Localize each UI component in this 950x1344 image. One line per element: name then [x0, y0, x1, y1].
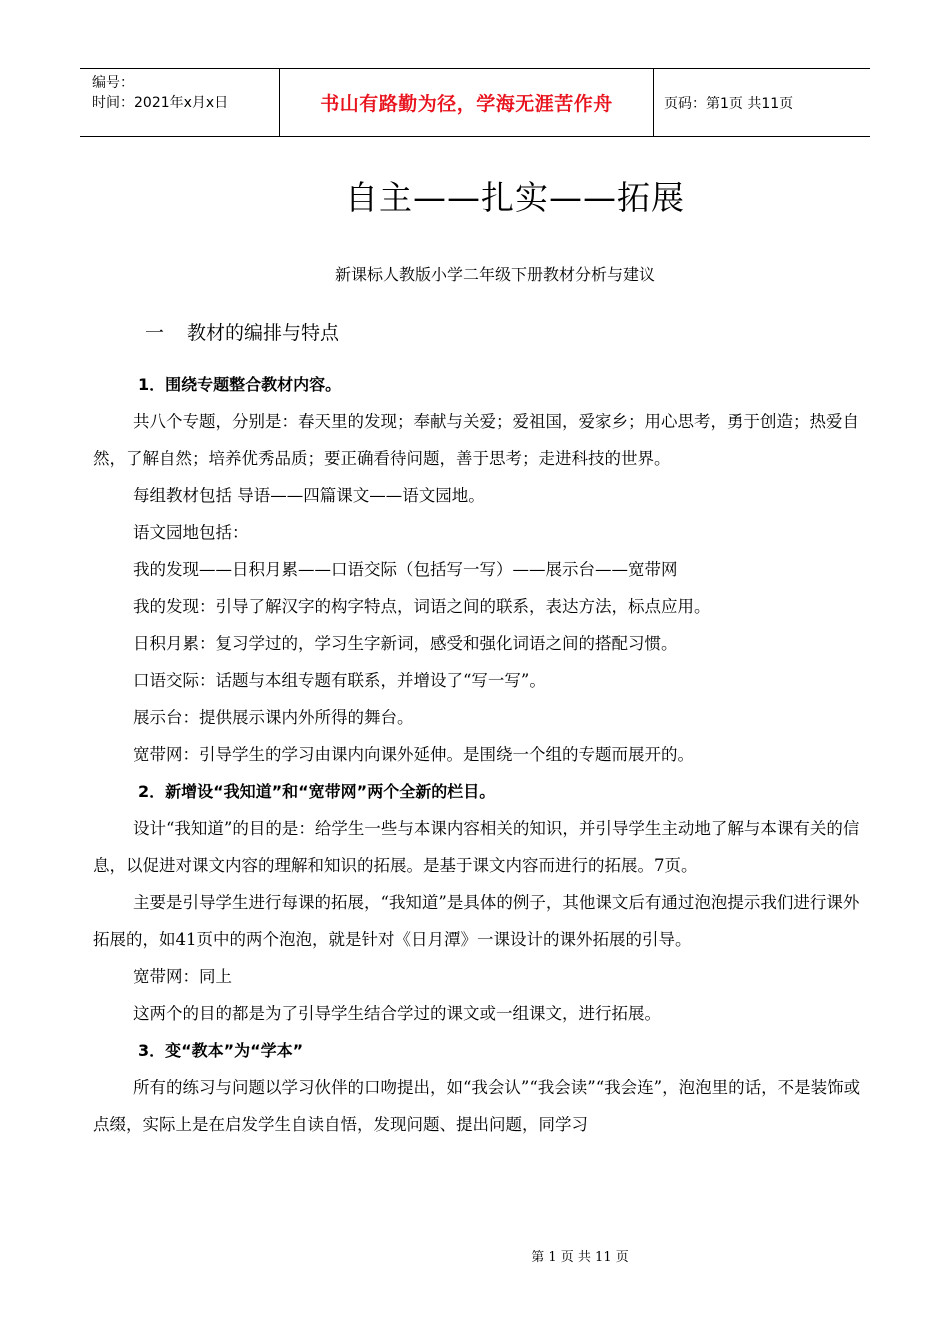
header-meta-cell [80, 69, 280, 136]
paragraph: 展示台：提供展示课内外所得的舞台。 [133, 708, 414, 727]
subheading-3: 3．变“教本”为“学本” [138, 1041, 304, 1060]
paragraph: 每组教材包括 导语——四篇课文——语文园地。 [133, 486, 485, 505]
section-number: 一 [145, 322, 165, 344]
paragraph: 共八个专题，分别是：春天里的发现；奉献与关爱；爱祖国，爱家乡；用心思考，勇于创造；热爱自然，了解自然；培养优秀品质；要正确看待问题，善于思考；走进科技的世界。 [93, 412, 859, 468]
date-label: 时间：2021年x月x日 [92, 95, 229, 111]
number-label: 编号： [92, 75, 134, 91]
document-subtitle: 新课标人教版小学二年级下册教材分析与建议 [334, 265, 655, 284]
paragraph: 我的发现：引导了解汉字的构字特点，词语之间的联系，表达方法，标点应用。 [133, 597, 711, 616]
paragraph: 宽带网：同上 [133, 967, 232, 986]
document-title: 自主——扎实——拓展 [345, 178, 685, 217]
subheading-1: 1．围绕专题整合教材内容。 [138, 375, 342, 394]
section-heading [145, 318, 339, 345]
header-table [80, 68, 870, 137]
page-footer: 第 1 页 共 11 页 [531, 1250, 629, 1265]
paragraph: 日积月累：复习学过的，学习生字新词，感受和强化词语之间的搭配习惯。 [133, 634, 678, 653]
paragraph: 我的发现——日积月累——口语交际（包括写一写）——展示台——宽带网 [133, 560, 678, 579]
paragraph: 所有的练习与问题以学习伙伴的口吻提出，如“我会认”“我会读”“我会连”，泡泡里的话，不是装饰或点缀，实际上是在启发学生自读自悟，发现问题、提出问题，同学习 [93, 1078, 861, 1134]
header-page-label: 页码：第1页 共11页 [664, 95, 794, 112]
section-title: 教材的编排与特点 [187, 322, 340, 344]
paragraph: 语文园地包括： [133, 523, 249, 542]
document-body [93, 366, 863, 1143]
paragraph: 设计“我知道”的目的是：给学生一些与本课内容相关的知识，并引导学生主动地了解与本课有关的信息，以促进对课文内容的理解和知识的拓展。是基于课文内容而进行的拓展。7页。 [93, 819, 860, 875]
paragraph: 主要是引导学生进行每课的拓展，“我知道”是具体的例子，其他课文后有通过泡泡提示我们进行课外拓展的，如41页中的两个泡泡，就是针对《日月潭》一课设计的课外拓展的引导。 [93, 893, 860, 949]
paragraph: 宽带网：引导学生的学习由课内向课外延伸。是围绕一个组的专题而展开的。 [133, 745, 694, 764]
paragraph: 这两个的目的都是为了引导学生结合学过的课文或一组课文，进行拓展。 [133, 1004, 661, 1023]
subheading-2: 2．新增设“我知道”和“宽带网”两个全新的栏目。 [138, 782, 496, 801]
paragraph: 口语交际：话题与本组专题有联系，并增设了“写一写”。 [133, 671, 546, 690]
header-motto: 书山有路勤为径，学海无涯苦作舟 [280, 69, 654, 136]
